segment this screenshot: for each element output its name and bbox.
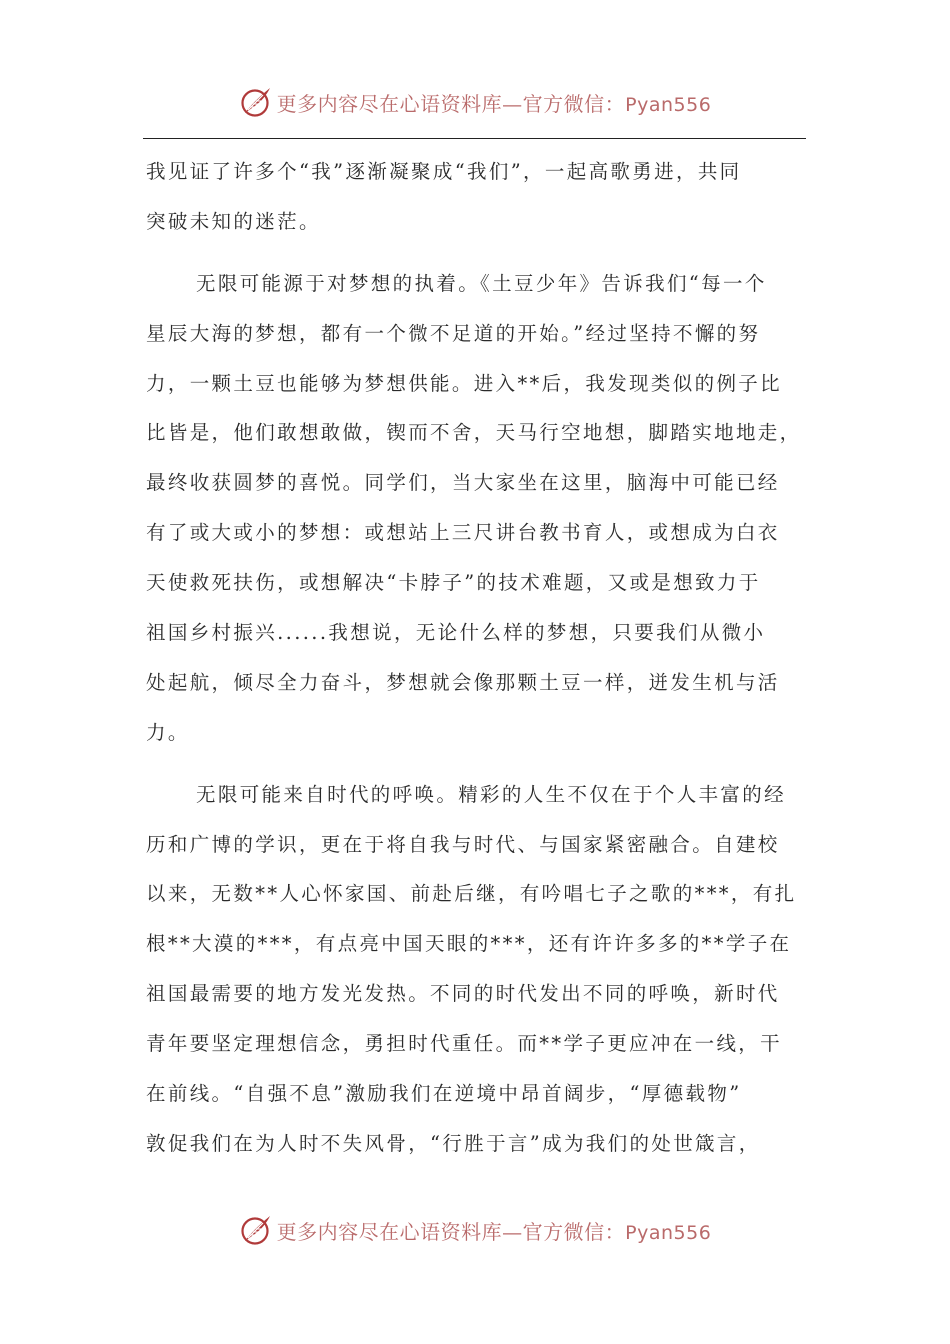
header-banner-wechat-id: Pyan556 <box>625 93 712 116</box>
footer-banner-text-cn: 更多内容尽在心语资料库—官方微信： <box>276 1219 626 1244</box>
text-line: 祖国乡村振兴......我想说，无论什么样的梦想，只要我们从微小 <box>146 621 766 645</box>
paragraph-gap <box>146 758 806 770</box>
text-line: 处起航，倾尽全力奋斗，梦想就会像那颗土豆一样，迸发生机与活 <box>146 670 780 694</box>
text-line: 力，一颗土豆也能够为梦想供能。进入**后，我发现类似的例子比 <box>146 371 783 395</box>
header-banner-text-cn: 更多内容尽在心语资料库—官方微信： <box>276 91 626 116</box>
text-line: 无限可能源于对梦想的执着。《土豆少年》告诉我们“每一个 <box>196 271 767 295</box>
text-line: 最终收获圆梦的喜悦。同学们，当大家坐在这里，脑海中可能已经 <box>146 471 780 495</box>
footer-banner-text <box>277 1216 712 1245</box>
footer-banner-wechat-id: Pyan556 <box>625 1221 712 1244</box>
paragraph <box>146 770 806 1169</box>
text-line: 青年要坚定理想信念，勇担时代重任。而**学子更应冲在一线，干 <box>146 1032 783 1056</box>
text-line: 无限可能来自时代的呼唤。精彩的人生不仅在于个人丰富的经 <box>196 782 786 806</box>
text-line: 敦促我们在为人时不失风骨，“行胜于言”成为我们的处世箴言， <box>146 1131 761 1155</box>
paragraph-gap <box>146 247 806 259</box>
feather-logo-icon <box>239 1213 273 1247</box>
header-banner-text <box>277 88 712 117</box>
header-rule <box>143 138 806 139</box>
document-body <box>146 147 806 1169</box>
text-line: 以来，无数**人心怀家国、前赴后继，有吟唱七子之歌的***，有扎 <box>146 882 797 906</box>
header-banner <box>0 82 950 122</box>
footer-banner <box>0 1210 950 1250</box>
text-line: 力。 <box>146 720 190 744</box>
paragraph <box>146 259 806 758</box>
paragraph <box>146 147 806 247</box>
text-line: 星辰大海的梦想，都有一个微不足道的开始。”经过坚持不懈的努 <box>146 321 761 345</box>
feather-logo-icon <box>239 85 273 119</box>
text-line: 突破未知的迷茫。 <box>146 209 321 233</box>
text-line: 祖国最需要的地方发光发热。不同的时代发出不同的呼唤，新时代 <box>146 982 780 1006</box>
text-line: 根**大漠的***，有点亮中国天眼的***，还有许许多多的**学子在 <box>146 932 792 956</box>
text-line: 天使救死扶伤，或想解决“卡脖子”的技术难题，又或是想致力于 <box>146 571 761 595</box>
text-line: 比皆是，他们敢想敢做，锲而不舍，天马行空地想，脚踏实地地走， <box>146 421 802 445</box>
text-line: 历和广博的学识，更在于将自我与时代、与国家紧密融合。自建校 <box>146 832 780 856</box>
text-line: 在前线。“自强不息”激励我们在逆境中昂首阔步，“厚德载物” <box>146 1082 742 1106</box>
text-line: 我见证了许多个“我”逐渐凝聚成“我们”，一起高歌勇进，共同 <box>146 160 742 183</box>
text-line: 有了或大或小的梦想：或想站上三尺讲台教书育人，或想成为白衣 <box>146 521 780 545</box>
